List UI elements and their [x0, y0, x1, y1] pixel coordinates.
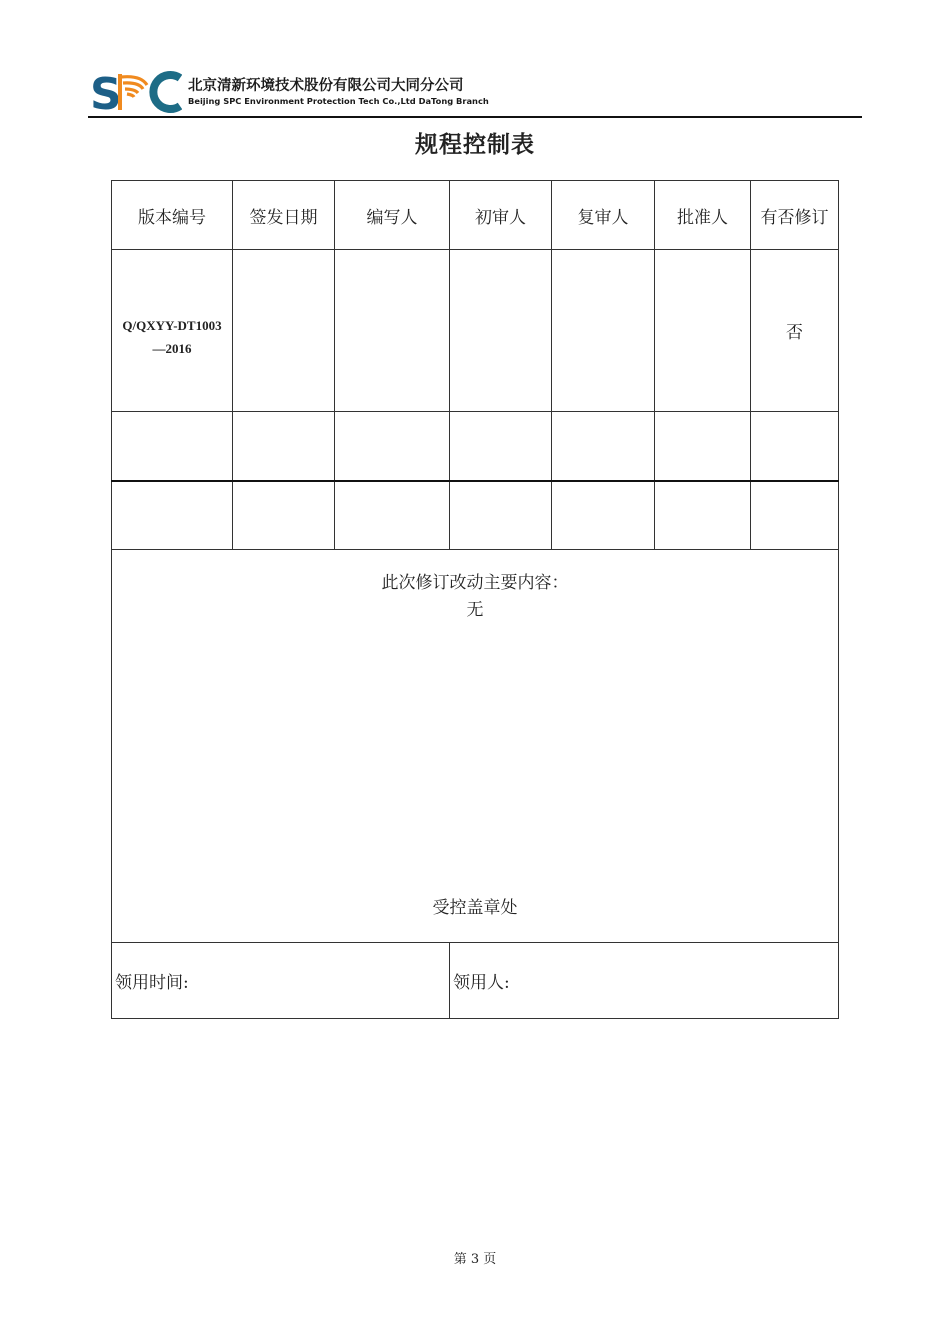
spc-logo-mark [90, 68, 182, 114]
version-number-cell: Q/QXYY-DT1003 —2016 [112, 250, 233, 412]
table-cell [450, 481, 552, 550]
revision-content-value: 无 [466, 600, 484, 620]
table-row [112, 481, 839, 550]
svg-text:S: S [90, 69, 122, 114]
table-cell [233, 481, 335, 550]
table-cell [450, 412, 552, 481]
table-cell [751, 412, 839, 481]
table-cell [552, 250, 655, 412]
table-cell [655, 412, 751, 481]
table-cell [233, 250, 335, 412]
header-approver: 批准人 [655, 181, 751, 250]
table-cell [335, 250, 450, 412]
header-second-reviewer: 复审人 [552, 181, 655, 250]
header-author: 编写人 [335, 181, 450, 250]
table-header-row [112, 181, 839, 250]
table-cell [450, 250, 552, 412]
revision-content-label: 此次修订改动主要内容： [381, 573, 569, 593]
table-cell [335, 481, 450, 550]
receiver-cell: 领用人: [450, 943, 839, 1019]
table-cell [655, 481, 751, 550]
header-revised: 有否修订 [751, 181, 839, 250]
table-cell [552, 412, 655, 481]
control-table [111, 180, 839, 1019]
revision-content-cell [112, 550, 839, 943]
table-cell [655, 250, 751, 412]
revision-content-row [112, 550, 839, 943]
header-divider [88, 116, 862, 118]
revised-value-cell: 否 [751, 250, 839, 412]
table-cell [335, 412, 450, 481]
table-cell [112, 481, 233, 550]
header-version-no: 版本编号 [112, 181, 233, 250]
control-stamp-label: 受控盖章处 [432, 898, 518, 918]
header-first-reviewer: 初审人 [450, 181, 552, 250]
receive-time-cell: 领用时间: [112, 943, 450, 1019]
company-name-cn: 北京清新环境技术股份有限公司大同分公司 [188, 78, 464, 94]
document-title: 规程控制表 [415, 132, 535, 158]
table-row [112, 412, 839, 481]
page-number: 第 3 页 [453, 1252, 497, 1267]
table-cell [552, 481, 655, 550]
table-cell [112, 412, 233, 481]
table-cell [233, 412, 335, 481]
table-row [112, 250, 839, 412]
table-cell [751, 481, 839, 550]
company-logo [90, 68, 490, 114]
header-issue-date: 签发日期 [233, 181, 335, 250]
company-name-en: Beijing SPC Environment Protection Tech Co.,Ltd DaTong Branch [188, 96, 489, 106]
receive-row [112, 943, 839, 1019]
